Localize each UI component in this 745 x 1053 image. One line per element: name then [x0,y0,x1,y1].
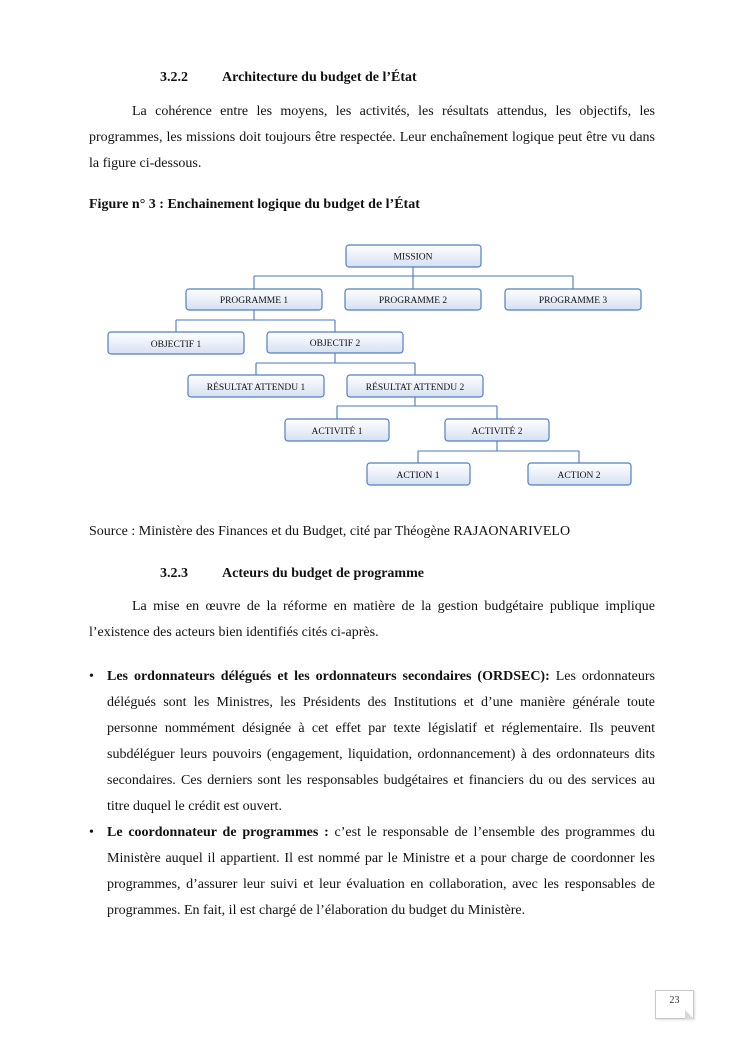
node-programme-3-label: PROGRAMME 3 [538,296,608,306]
figure-source: Source : Ministère des Finances et du Budget, cité par Théogène RAJAONARIVELO [89,524,571,539]
node-objectif-1-label: OBJECTIF 1 [150,340,202,350]
intro-paragraph: La cohérence entre les moyens, les activités, les résultats attendus, les objectifs, les programmes, les missions doit toujours être respectée. Leur enchaînement logique peut être vu dans la figure ci-dessous. [89,104,655,171]
node-resultat-2-label: RÉSULTAT ATTENDU 2 [365,383,465,393]
bullet-term: Les ordonnateurs délégués et les ordonnateurs secondaires (ORDSEC): [107,669,550,684]
node-activite-2 [445,419,549,441]
node-objectif-2-label: OBJECTIF 2 [309,339,361,349]
budget-hierarchy-diagram [0,235,745,495]
node-programme-1-label: PROGRAMME 1 [219,296,289,306]
node-resultat-1-label: RÉSULTAT ATTENDU 1 [206,383,306,393]
section-number: 3.2.2 [160,70,188,85]
node-mission-label: MISSION [393,252,433,263]
node-programme-3 [505,289,641,310]
page-number: 23 [669,995,680,1006]
node-resultat-1 [188,375,324,397]
node-action-1-label: ACTION 1 [396,471,440,481]
actors-intro-paragraph: La mise en œuvre de la réforme en matière de la gestion budgétaire publique implique l’existence des acteurs bien identifiés cités ci-après. [89,599,655,640]
page-fold-icon [685,1010,694,1019]
node-objectif-2 [267,332,403,353]
section-number: 3.2.3 [160,566,188,581]
section-title: Architecture du budget de l’État [222,70,417,85]
actors-list [89,664,655,924]
node-action-2-label: ACTION 2 [557,471,601,481]
node-objectif-1 [108,332,244,354]
node-programme-2-label: PROGRAMME 2 [378,296,448,306]
list-item [89,820,655,924]
section-title: Acteurs du budget de programme [222,566,424,581]
node-action-2 [528,463,631,485]
list-item [89,664,655,820]
node-activite-1 [285,419,389,441]
node-mission [346,245,481,267]
bullet-icon: • [89,669,94,684]
bullet-text: c’est le responsable de l’ensemble des programmes du Ministère auquel il appartient. Il est nommé par le Ministre et a pour charge de coordonner les programmes, d’assurer leur suivi et leur évaluation en collaboration, avec les responsables de programmes. En fait, il est chargé de l’élaboration du budget du Ministère. [107,825,655,918]
section-heading-322 [160,70,417,86]
bullet-term: Le coordonnateur de programmes : [107,825,329,840]
node-activite-2-label: ACTIVITÉ 2 [471,427,523,437]
bullet-icon: • [89,825,94,840]
bullet-text: Les ordonnateurs délégués sont les Ministres, les Présidents des Institutions et d’une manière générale toute personne nommément désignée à cet effet par texte législatif et réglementaire. Ils peuvent subdéléguer leurs pouvoirs (engagement, liquidation, ordonnancement) à des ordonnateurs dits secondaires. Ces derniers sont les responsables budgétaires et financiers du ou des services au titre duquel le crédit est ouvert. [107,669,655,814]
node-programme-1 [186,289,322,310]
figure-caption: Figure n° 3 : Enchainement logique du budget de l’État [89,197,420,212]
node-resultat-2 [347,375,483,397]
section-heading-323 [160,566,424,582]
node-programme-2 [345,289,481,310]
node-action-1 [367,463,470,485]
page-number-box [655,990,694,1019]
node-activite-1-label: ACTIVITÉ 1 [311,427,363,437]
